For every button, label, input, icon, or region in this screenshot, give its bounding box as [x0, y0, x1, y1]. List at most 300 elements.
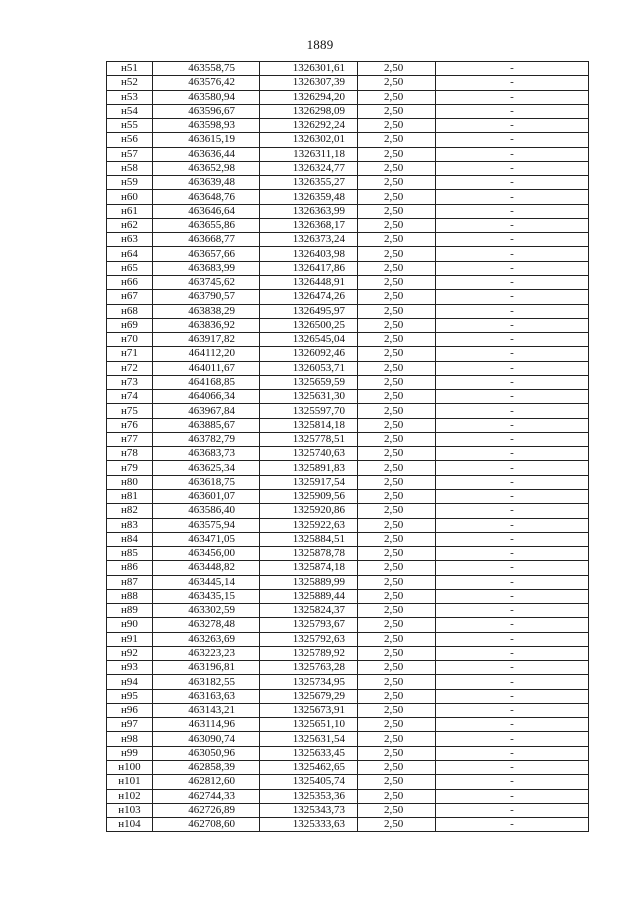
- point-id-cell: н59: [107, 176, 153, 190]
- accuracy-cell: 2,50: [358, 76, 436, 90]
- table-row: [107, 589, 589, 603]
- x-coordinate-cell: 463448,82: [153, 561, 260, 575]
- x-coordinate-cell: 463917,82: [153, 333, 260, 347]
- y-coordinate-cell: 1325789,92: [260, 646, 358, 660]
- point-id-cell: н75: [107, 404, 153, 418]
- table-row: [107, 732, 589, 746]
- x-coordinate-cell: 463598,93: [153, 119, 260, 133]
- accuracy-cell: 2,50: [358, 390, 436, 404]
- accuracy-cell: 2,50: [358, 190, 436, 204]
- note-cell: -: [436, 104, 589, 118]
- x-coordinate-cell: 464011,67: [153, 361, 260, 375]
- point-id-cell: н63: [107, 233, 153, 247]
- table-row: [107, 375, 589, 389]
- y-coordinate-cell: 1325353,36: [260, 789, 358, 803]
- table-row: [107, 119, 589, 133]
- y-coordinate-cell: 1325405,74: [260, 775, 358, 789]
- table-row: [107, 604, 589, 618]
- accuracy-cell: 2,50: [358, 432, 436, 446]
- accuracy-cell: 2,50: [358, 475, 436, 489]
- accuracy-cell: 2,50: [358, 689, 436, 703]
- note-cell: -: [436, 604, 589, 618]
- accuracy-cell: 2,50: [358, 290, 436, 304]
- table-row: [107, 789, 589, 803]
- table-row: [107, 261, 589, 275]
- y-coordinate-cell: 1326292,24: [260, 119, 358, 133]
- table-row: [107, 318, 589, 332]
- x-coordinate-cell: 463782,79: [153, 432, 260, 446]
- accuracy-cell: 2,50: [358, 732, 436, 746]
- x-coordinate-cell: 463625,34: [153, 461, 260, 475]
- point-id-cell: н104: [107, 818, 153, 832]
- table-row: [107, 561, 589, 575]
- table-row: [107, 632, 589, 646]
- y-coordinate-cell: 1326495,97: [260, 304, 358, 318]
- point-id-cell: н85: [107, 547, 153, 561]
- point-id-cell: н103: [107, 803, 153, 817]
- point-id-cell: н79: [107, 461, 153, 475]
- x-coordinate-cell: 462708,60: [153, 818, 260, 832]
- point-id-cell: н95: [107, 689, 153, 703]
- point-id-cell: н89: [107, 604, 153, 618]
- point-id-cell: н70: [107, 333, 153, 347]
- note-cell: -: [436, 646, 589, 660]
- accuracy-cell: 2,50: [358, 318, 436, 332]
- x-coordinate-cell: 463223,23: [153, 646, 260, 660]
- y-coordinate-cell: 1326294,20: [260, 90, 358, 104]
- y-coordinate-cell: 1325633,45: [260, 746, 358, 760]
- point-id-cell: н62: [107, 218, 153, 232]
- x-coordinate-cell: 462744,33: [153, 789, 260, 803]
- table-row: [107, 247, 589, 261]
- point-id-cell: н57: [107, 147, 153, 161]
- point-id-cell: н93: [107, 661, 153, 675]
- point-id-cell: н69: [107, 318, 153, 332]
- point-id-cell: н58: [107, 161, 153, 175]
- coordinates-table-body: [107, 62, 589, 832]
- note-cell: -: [436, 318, 589, 332]
- y-coordinate-cell: 1326324,77: [260, 161, 358, 175]
- table-row: [107, 461, 589, 475]
- note-cell: -: [436, 504, 589, 518]
- y-coordinate-cell: 1326417,86: [260, 261, 358, 275]
- table-row: [107, 418, 589, 432]
- x-coordinate-cell: 463683,99: [153, 261, 260, 275]
- y-coordinate-cell: 1326092,46: [260, 347, 358, 361]
- table-row: [107, 275, 589, 289]
- x-coordinate-cell: 463618,75: [153, 475, 260, 489]
- x-coordinate-cell: 463838,29: [153, 304, 260, 318]
- y-coordinate-cell: 1325920,86: [260, 504, 358, 518]
- x-coordinate-cell: 463143,21: [153, 703, 260, 717]
- y-coordinate-cell: 1325824,37: [260, 604, 358, 618]
- table-row: [107, 204, 589, 218]
- y-coordinate-cell: 1325889,44: [260, 589, 358, 603]
- point-id-cell: н77: [107, 432, 153, 446]
- page-number: 1889: [306, 37, 334, 52]
- accuracy-cell: 2,50: [358, 803, 436, 817]
- y-coordinate-cell: 1325763,28: [260, 661, 358, 675]
- x-coordinate-cell: 463182,55: [153, 675, 260, 689]
- y-coordinate-cell: 1326053,71: [260, 361, 358, 375]
- table-row: [107, 147, 589, 161]
- x-coordinate-cell: 463596,67: [153, 104, 260, 118]
- y-coordinate-cell: 1325891,83: [260, 461, 358, 475]
- table-row: [107, 76, 589, 90]
- table-row: [107, 761, 589, 775]
- x-coordinate-cell: 463445,14: [153, 575, 260, 589]
- accuracy-cell: 2,50: [358, 589, 436, 603]
- accuracy-cell: 2,50: [358, 247, 436, 261]
- accuracy-cell: 2,50: [358, 418, 436, 432]
- point-id-cell: н52: [107, 76, 153, 90]
- note-cell: -: [436, 589, 589, 603]
- y-coordinate-cell: 1326363,99: [260, 204, 358, 218]
- x-coordinate-cell: 463456,00: [153, 547, 260, 561]
- y-coordinate-cell: 1326403,98: [260, 247, 358, 261]
- table-row: [107, 661, 589, 675]
- x-coordinate-cell: 463050,96: [153, 746, 260, 760]
- y-coordinate-cell: 1325734,95: [260, 675, 358, 689]
- table-row: [107, 190, 589, 204]
- note-cell: -: [436, 261, 589, 275]
- note-cell: -: [436, 532, 589, 546]
- point-id-cell: н53: [107, 90, 153, 104]
- x-coordinate-cell: 463652,98: [153, 161, 260, 175]
- note-cell: -: [436, 447, 589, 461]
- table-row: [107, 447, 589, 461]
- y-coordinate-cell: 1325631,30: [260, 390, 358, 404]
- table-row: [107, 803, 589, 817]
- accuracy-cell: 2,50: [358, 746, 436, 760]
- point-id-cell: н55: [107, 119, 153, 133]
- table-row: [107, 290, 589, 304]
- accuracy-cell: 2,50: [358, 404, 436, 418]
- accuracy-cell: 2,50: [358, 62, 436, 76]
- note-cell: -: [436, 575, 589, 589]
- x-coordinate-cell: 463586,40: [153, 504, 260, 518]
- note-cell: -: [436, 133, 589, 147]
- x-coordinate-cell: 464168,85: [153, 375, 260, 389]
- note-cell: -: [436, 161, 589, 175]
- accuracy-cell: 2,50: [358, 233, 436, 247]
- x-coordinate-cell: 463576,42: [153, 76, 260, 90]
- accuracy-cell: 2,50: [358, 461, 436, 475]
- accuracy-cell: 2,50: [358, 703, 436, 717]
- table-row: [107, 675, 589, 689]
- note-cell: -: [436, 176, 589, 190]
- y-coordinate-cell: 1326302,01: [260, 133, 358, 147]
- y-coordinate-cell: 1326545,04: [260, 333, 358, 347]
- note-cell: -: [436, 418, 589, 432]
- note-cell: -: [436, 675, 589, 689]
- y-coordinate-cell: 1325343,73: [260, 803, 358, 817]
- x-coordinate-cell: 463601,07: [153, 489, 260, 503]
- y-coordinate-cell: 1326355,27: [260, 176, 358, 190]
- y-coordinate-cell: 1325659,59: [260, 375, 358, 389]
- y-coordinate-cell: 1326448,91: [260, 275, 358, 289]
- accuracy-cell: 2,50: [358, 161, 436, 175]
- point-id-cell: н76: [107, 418, 153, 432]
- accuracy-cell: 2,50: [358, 532, 436, 546]
- accuracy-cell: 2,50: [358, 104, 436, 118]
- x-coordinate-cell: 463967,84: [153, 404, 260, 418]
- x-coordinate-cell: 463090,74: [153, 732, 260, 746]
- point-id-cell: н68: [107, 304, 153, 318]
- accuracy-cell: 2,50: [358, 632, 436, 646]
- y-coordinate-cell: 1325793,67: [260, 618, 358, 632]
- table-row: [107, 104, 589, 118]
- accuracy-cell: 2,50: [358, 218, 436, 232]
- point-id-cell: н71: [107, 347, 153, 361]
- note-cell: -: [436, 190, 589, 204]
- y-coordinate-cell: 1325874,18: [260, 561, 358, 575]
- note-cell: -: [436, 290, 589, 304]
- y-coordinate-cell: 1325679,29: [260, 689, 358, 703]
- y-coordinate-cell: 1326368,17: [260, 218, 358, 232]
- table-row: [107, 746, 589, 760]
- point-id-cell: н66: [107, 275, 153, 289]
- point-id-cell: н65: [107, 261, 153, 275]
- x-coordinate-cell: 463114,96: [153, 718, 260, 732]
- table-row: [107, 775, 589, 789]
- accuracy-cell: 2,50: [358, 661, 436, 675]
- note-cell: -: [436, 333, 589, 347]
- coordinates-table: [106, 61, 589, 832]
- y-coordinate-cell: 1326298,09: [260, 104, 358, 118]
- x-coordinate-cell: 463836,92: [153, 318, 260, 332]
- note-cell: -: [436, 475, 589, 489]
- point-id-cell: н97: [107, 718, 153, 732]
- point-id-cell: н94: [107, 675, 153, 689]
- table-row: [107, 233, 589, 247]
- x-coordinate-cell: 463435,15: [153, 589, 260, 603]
- point-id-cell: н99: [107, 746, 153, 760]
- note-cell: -: [436, 703, 589, 717]
- note-cell: -: [436, 689, 589, 703]
- table-row: [107, 218, 589, 232]
- accuracy-cell: 2,50: [358, 275, 436, 289]
- x-coordinate-cell: 463683,73: [153, 447, 260, 461]
- accuracy-cell: 2,50: [358, 561, 436, 575]
- y-coordinate-cell: 1326307,39: [260, 76, 358, 90]
- point-id-cell: н102: [107, 789, 153, 803]
- x-coordinate-cell: 463639,48: [153, 176, 260, 190]
- accuracy-cell: 2,50: [358, 618, 436, 632]
- table-row: [107, 718, 589, 732]
- note-cell: -: [436, 375, 589, 389]
- point-id-cell: н100: [107, 761, 153, 775]
- x-coordinate-cell: 463163,63: [153, 689, 260, 703]
- note-cell: -: [436, 404, 589, 418]
- point-id-cell: н88: [107, 589, 153, 603]
- x-coordinate-cell: 463657,66: [153, 247, 260, 261]
- note-cell: -: [436, 247, 589, 261]
- table-row: [107, 518, 589, 532]
- accuracy-cell: 2,50: [358, 304, 436, 318]
- accuracy-cell: 2,50: [358, 261, 436, 275]
- accuracy-cell: 2,50: [358, 361, 436, 375]
- point-id-cell: н90: [107, 618, 153, 632]
- x-coordinate-cell: 462858,39: [153, 761, 260, 775]
- y-coordinate-cell: 1325878,78: [260, 547, 358, 561]
- point-id-cell: н78: [107, 447, 153, 461]
- point-id-cell: н91: [107, 632, 153, 646]
- x-coordinate-cell: 463471,05: [153, 532, 260, 546]
- accuracy-cell: 2,50: [358, 147, 436, 161]
- note-cell: -: [436, 818, 589, 832]
- point-id-cell: н80: [107, 475, 153, 489]
- point-id-cell: н64: [107, 247, 153, 261]
- x-coordinate-cell: 463646,64: [153, 204, 260, 218]
- y-coordinate-cell: 1325889,99: [260, 575, 358, 589]
- note-cell: -: [436, 76, 589, 90]
- x-coordinate-cell: 464112,20: [153, 347, 260, 361]
- x-coordinate-cell: 463575,94: [153, 518, 260, 532]
- y-coordinate-cell: 1325740,63: [260, 447, 358, 461]
- table-row: [107, 432, 589, 446]
- note-cell: -: [436, 147, 589, 161]
- point-id-cell: н96: [107, 703, 153, 717]
- y-coordinate-cell: 1325462,65: [260, 761, 358, 775]
- x-coordinate-cell: 463790,57: [153, 290, 260, 304]
- x-coordinate-cell: 462726,89: [153, 803, 260, 817]
- y-coordinate-cell: 1325792,63: [260, 632, 358, 646]
- point-id-cell: н73: [107, 375, 153, 389]
- point-id-cell: н60: [107, 190, 153, 204]
- note-cell: -: [436, 789, 589, 803]
- x-coordinate-cell: 462812,60: [153, 775, 260, 789]
- accuracy-cell: 2,50: [358, 133, 436, 147]
- accuracy-cell: 2,50: [358, 204, 436, 218]
- table-row: [107, 161, 589, 175]
- x-coordinate-cell: 463615,19: [153, 133, 260, 147]
- note-cell: -: [436, 803, 589, 817]
- table-row: [107, 475, 589, 489]
- note-cell: -: [436, 233, 589, 247]
- table-row: [107, 818, 589, 832]
- y-coordinate-cell: 1326301,61: [260, 62, 358, 76]
- point-id-cell: н82: [107, 504, 153, 518]
- y-coordinate-cell: 1325631,54: [260, 732, 358, 746]
- table-row: [107, 404, 589, 418]
- note-cell: -: [436, 390, 589, 404]
- note-cell: -: [436, 275, 589, 289]
- table-row: [107, 703, 589, 717]
- note-cell: -: [436, 119, 589, 133]
- y-coordinate-cell: 1326500,25: [260, 318, 358, 332]
- table-row: [107, 618, 589, 632]
- y-coordinate-cell: 1326373,24: [260, 233, 358, 247]
- note-cell: -: [436, 347, 589, 361]
- y-coordinate-cell: 1325922,63: [260, 518, 358, 532]
- accuracy-cell: 2,50: [358, 547, 436, 561]
- table-row: [107, 489, 589, 503]
- x-coordinate-cell: 463558,75: [153, 62, 260, 76]
- x-coordinate-cell: 463745,62: [153, 275, 260, 289]
- table-row: [107, 504, 589, 518]
- point-id-cell: н81: [107, 489, 153, 503]
- y-coordinate-cell: 1325673,91: [260, 703, 358, 717]
- y-coordinate-cell: 1325778,51: [260, 432, 358, 446]
- table-row: [107, 304, 589, 318]
- y-coordinate-cell: 1326474,26: [260, 290, 358, 304]
- accuracy-cell: 2,50: [358, 375, 436, 389]
- note-cell: -: [436, 90, 589, 104]
- note-cell: -: [436, 561, 589, 575]
- table-row: [107, 575, 589, 589]
- note-cell: -: [436, 218, 589, 232]
- accuracy-cell: 2,50: [358, 646, 436, 660]
- table-row: [107, 90, 589, 104]
- point-id-cell: н67: [107, 290, 153, 304]
- table-row: [107, 547, 589, 561]
- note-cell: -: [436, 432, 589, 446]
- table-row: [107, 62, 589, 76]
- note-cell: -: [436, 461, 589, 475]
- accuracy-cell: 2,50: [358, 818, 436, 832]
- note-cell: -: [436, 518, 589, 532]
- y-coordinate-cell: 1325884,51: [260, 532, 358, 546]
- x-coordinate-cell: 464066,34: [153, 390, 260, 404]
- point-id-cell: н54: [107, 104, 153, 118]
- accuracy-cell: 2,50: [358, 761, 436, 775]
- accuracy-cell: 2,50: [358, 90, 436, 104]
- x-coordinate-cell: 463636,44: [153, 147, 260, 161]
- y-coordinate-cell: 1325333,63: [260, 818, 358, 832]
- accuracy-cell: 2,50: [358, 347, 436, 361]
- accuracy-cell: 2,50: [358, 176, 436, 190]
- accuracy-cell: 2,50: [358, 333, 436, 347]
- accuracy-cell: 2,50: [358, 775, 436, 789]
- y-coordinate-cell: 1325909,56: [260, 489, 358, 503]
- accuracy-cell: 2,50: [358, 518, 436, 532]
- point-id-cell: н83: [107, 518, 153, 532]
- y-coordinate-cell: 1326311,18: [260, 147, 358, 161]
- note-cell: -: [436, 618, 589, 632]
- point-id-cell: н98: [107, 732, 153, 746]
- accuracy-cell: 2,50: [358, 675, 436, 689]
- point-id-cell: н72: [107, 361, 153, 375]
- y-coordinate-cell: 1326359,48: [260, 190, 358, 204]
- note-cell: -: [436, 361, 589, 375]
- y-coordinate-cell: 1325651,10: [260, 718, 358, 732]
- note-cell: -: [436, 547, 589, 561]
- note-cell: -: [436, 775, 589, 789]
- accuracy-cell: 2,50: [358, 575, 436, 589]
- y-coordinate-cell: 1325917,54: [260, 475, 358, 489]
- table-row: [107, 176, 589, 190]
- x-coordinate-cell: 463580,94: [153, 90, 260, 104]
- point-id-cell: н56: [107, 133, 153, 147]
- accuracy-cell: 2,50: [358, 604, 436, 618]
- x-coordinate-cell: 463655,86: [153, 218, 260, 232]
- accuracy-cell: 2,50: [358, 447, 436, 461]
- note-cell: -: [436, 732, 589, 746]
- y-coordinate-cell: 1325814,18: [260, 418, 358, 432]
- note-cell: -: [436, 718, 589, 732]
- note-cell: -: [436, 204, 589, 218]
- point-id-cell: н74: [107, 390, 153, 404]
- table-row: [107, 532, 589, 546]
- accuracy-cell: 2,50: [358, 789, 436, 803]
- table-row: [107, 333, 589, 347]
- note-cell: -: [436, 62, 589, 76]
- point-id-cell: н87: [107, 575, 153, 589]
- x-coordinate-cell: 463648,76: [153, 190, 260, 204]
- table-row: [107, 646, 589, 660]
- accuracy-cell: 2,50: [358, 718, 436, 732]
